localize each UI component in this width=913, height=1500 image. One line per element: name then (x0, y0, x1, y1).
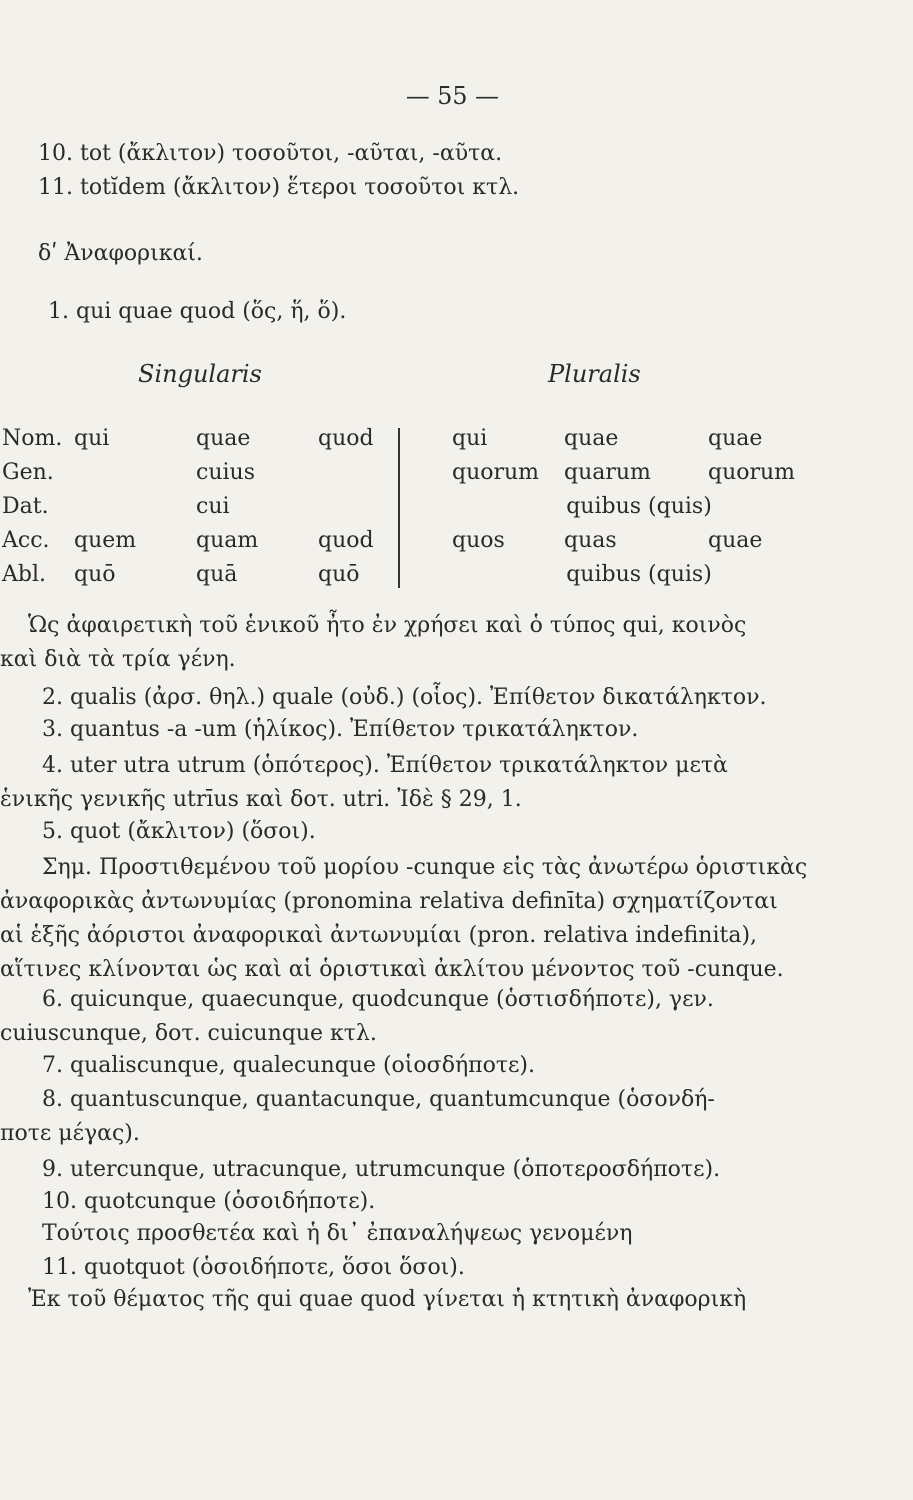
case-label: Abl. (2, 562, 46, 587)
text-line: ποτε μέγας). (0, 1121, 140, 1146)
cell: qui (452, 426, 488, 451)
header-singularis: Singularis (138, 360, 262, 388)
cell: quorum (708, 460, 796, 485)
cell: qui (74, 426, 110, 451)
text-line: 8. quantuscunque, quantacunque, quantumcunque (ὁσονδή- (42, 1087, 715, 1112)
cell: quō (318, 562, 360, 587)
cell: quā (196, 562, 238, 587)
cell-merged: quibus (quis) (566, 562, 712, 587)
table-row (2, 456, 844, 490)
text-line: 7. qualiscunque, qualecunque (οἱοσδήποτε). (42, 1053, 535, 1078)
text-line: ἀναφορικὰς ἀντωνυμίας (pronomina relativa definīta) σχηματίζονται (0, 889, 778, 914)
declension-table (2, 422, 844, 592)
cell: quam (196, 528, 259, 553)
text-line: 4. uter utra utrum (ὁπότερος). Ἐπίθετον τρικατάληκτον μετὰ (42, 753, 728, 778)
cell: quō (74, 562, 116, 587)
header-pluralis: Pluralis (548, 360, 641, 388)
cell: quae (708, 426, 763, 451)
note-line: Σημ. Προστιθεμένου τοῦ μορίου -cunque εἰς τὰς ἀνωτέρω ὁριστικὰς (42, 855, 808, 880)
table-row (2, 422, 844, 456)
cell: quae (196, 426, 251, 451)
section-heading: δʹ Ἀναφορικαί. (38, 241, 203, 266)
cell-merged: quibus (quis) (566, 494, 712, 519)
text-line: καὶ διὰ τὰ τρία γένη. (0, 647, 236, 672)
table-row (2, 524, 844, 558)
text-line: Ὡς ἀφαιρετικὴ τοῦ ἑνικοῦ ἦτο ἐν χρήσει καὶ ὁ τύπος qui, κοινὸς (28, 613, 747, 638)
cell (318, 456, 424, 490)
text-line: 2. qualis (ἀρσ. θηλ.) quale (οὐδ.) (οἷος). Ἐπίθετον δικατάληκτον. (42, 685, 767, 710)
case-label: Acc. (2, 528, 50, 553)
cell: quod (318, 528, 374, 553)
case-label: Dat. (2, 494, 49, 519)
table-row (2, 558, 844, 592)
cell: quorum (452, 460, 540, 485)
cell: quas (564, 528, 617, 553)
page-number: — 55 — (405, 82, 499, 110)
cell: quem (74, 528, 137, 553)
text-line: 6. quicunque, quaecunque, quodcunque (ὁστισδήποτε), γεν. (42, 987, 714, 1012)
cell: quos (452, 528, 505, 553)
text-line: 9. utercunque, utracunque, utrumcunque (ὁποτεροσδήποτε). (42, 1157, 721, 1182)
cell: quae (564, 426, 619, 451)
text-line: αἵτινες κλίνονται ὡς καὶ αἱ ὁριστικαὶ ἀκλίτου μένοντος τοῦ -cunque. (0, 957, 784, 982)
text-line: 10. quotcunque (ὁσοιδήποτε). (42, 1189, 376, 1214)
cell: quae (708, 528, 763, 553)
case-label: Nom. (2, 426, 63, 451)
text-line: ἑνικῆς γενικῆς utrīus καὶ δοτ. utri. Ἰδὲ § 29, 1. (0, 787, 522, 812)
text-line: Τούτοις προσθετέα καὶ ἡ δι᾽ ἐπαναλήψεως γενομένη (42, 1221, 633, 1246)
cell (74, 490, 196, 524)
text-line: 5. quot (ἄκλιτον) (ὅσοι). (42, 819, 316, 844)
text-line: 3. quantus -a -um (ἡλίκος). Ἐπίθετον τρικατάληκτον. (42, 717, 639, 742)
text-line: 10. tot (ἄκλιτον) τοσοῦτοι, -αῦται, -αῦτα. (38, 141, 503, 166)
item-heading: 1. qui quae quod (ὅς, ἥ, ὅ). (48, 299, 347, 324)
cell: cuius (196, 460, 255, 485)
text-line: 11. quotquot (ὁσοιδήποτε, ὅσοι ὅσοι). (42, 1255, 465, 1280)
table-row (2, 490, 844, 524)
cell: quod (318, 426, 374, 451)
text-line: cuiuscunque, δοτ. cuicunque κτλ. (0, 1021, 377, 1046)
cell: quarum (564, 460, 651, 485)
text-line: Ἐκ τοῦ θέματος τῆς qui quae quod γίνεται ἡ κτητικὴ ἀναφορικὴ (28, 1287, 747, 1312)
cell: cui (196, 494, 230, 519)
text-line: αἱ ἑξῆς ἀόριστοι ἀναφορικαὶ ἀντωνυμίαι (pron. relativa indefinita), (0, 923, 758, 948)
cell (318, 490, 424, 524)
case-label: Gen. (2, 460, 54, 485)
cell (74, 456, 196, 490)
text-line: 11. totĭdem (ἄκλιτον) ἕτεροι τοσοῦτοι κτλ. (38, 175, 520, 200)
